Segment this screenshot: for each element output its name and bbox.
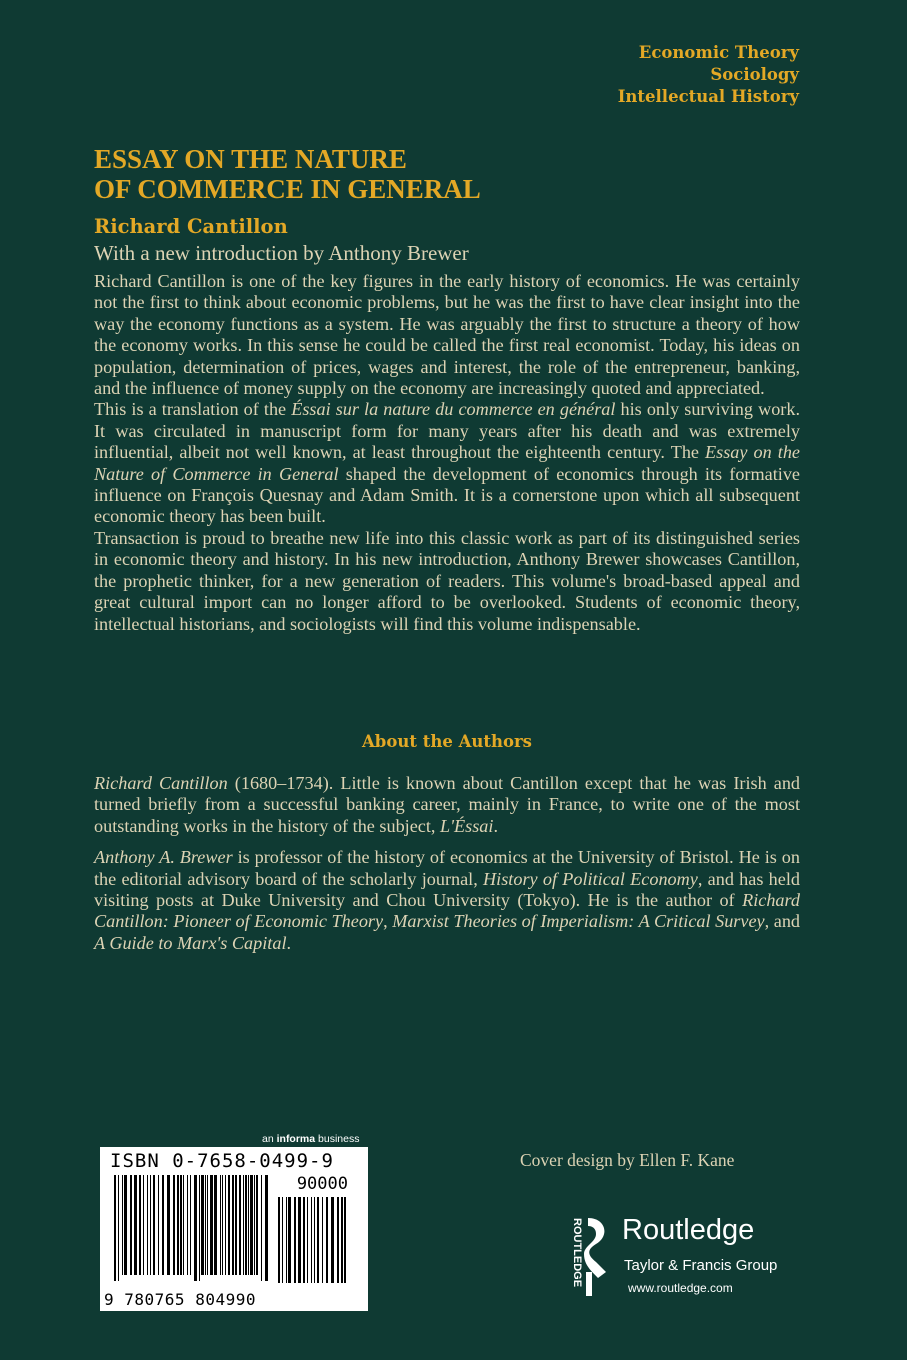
informa-prefix: an (262, 1133, 277, 1145)
barcode-bar (322, 1197, 323, 1283)
barcode-bar (232, 1175, 234, 1275)
barcode-bar (147, 1175, 148, 1275)
barcode-bar (311, 1197, 312, 1283)
description-paragraph-1: Richard Cantillon is one of the key figures in the early history of economics. He was certainly not the first to think about economic problems, but he was the first to have clear insight into the way the economy functions as a system. He was arguably the first to structure a theory of how the economy works. In this sense he could be called the first real economist. Today, his ideas on population, determination of prices, wages and interest, the role of the entrepreneur, banking, and the influence of money supply on the economy are increasingly quoted and appreciated. (94, 271, 800, 399)
bio-cantillon (94, 773, 800, 837)
bio2-text-d: , and (764, 911, 801, 932)
book-title (94, 144, 814, 204)
barcode-bar (114, 1175, 116, 1281)
barcode-bar (153, 1175, 155, 1275)
barcode-bar (286, 1197, 287, 1283)
barcode-bar (222, 1175, 223, 1275)
bio2-text-c: , (383, 911, 393, 932)
barcode-bar (180, 1175, 182, 1275)
publisher-url: www.routledge.com (628, 1281, 733, 1295)
barcode-bar (294, 1197, 296, 1283)
barcode-bar (341, 1197, 343, 1283)
barcode-bar (298, 1197, 301, 1283)
price-code: 90000 (296, 1174, 348, 1194)
description-paragraph-2 (94, 399, 800, 527)
barcode-bar (303, 1197, 305, 1283)
barcode-bar (225, 1175, 226, 1275)
bio-brewer (94, 847, 800, 954)
bio2-text-b: , and has held visiting posts at Duke University and Chou University (Tokyo). He is the author of (94, 868, 800, 911)
barcode-bar (220, 1175, 221, 1275)
bio1-name: Richard Cantillon (94, 773, 228, 793)
barcode-bar (331, 1197, 334, 1283)
barcode-bar (122, 1175, 123, 1275)
barcode-bar (337, 1197, 339, 1283)
barcode-bar (235, 1175, 237, 1275)
informa-tagline (262, 1133, 359, 1145)
p2-french-title: Éssai sur la nature du commerce en général (291, 399, 616, 420)
publisher-group: Taylor & Francis Group (624, 1257, 778, 1274)
routledge-swoosh (584, 1218, 606, 1278)
ean-barcode-bars (114, 1175, 270, 1285)
bio2-name: Anthony A. Brewer (94, 847, 233, 868)
barcode-bar (124, 1175, 127, 1275)
bio2-text-e: . (286, 932, 292, 953)
barcode-bar (228, 1175, 230, 1275)
book-description (94, 271, 800, 635)
barcode-bar (187, 1175, 188, 1275)
barcode-bar (190, 1175, 191, 1275)
routledge-emblem-icon (562, 1212, 618, 1300)
isbn-barcode (100, 1147, 368, 1311)
bio2-book1: Richard Cantillon: Pioneer of Economic Theory (94, 890, 800, 932)
barcode-bar (210, 1175, 213, 1275)
barcode-bar (314, 1197, 315, 1283)
ean-digits: 9 780765 804990 (104, 1290, 256, 1309)
cover-design-credit: Cover design by Ellen F. Kane (520, 1150, 735, 1170)
isbn-number: ISBN 0-7658-0499-9 (110, 1150, 334, 1172)
bio1-text: (1680–1734). Little is known about Cantillon except that he was Irish and turned briefly from a successful banking career, mainly in France, to write one of the most outstanding works in the history of the subject, (94, 773, 801, 836)
publisher-name: Routledge (622, 1214, 755, 1246)
bio2-text-a: is professor of the history of economics at the University of Bristol. He is on the editorial advisory board of the scholarly journal, (94, 847, 800, 889)
barcode-bar (256, 1175, 258, 1275)
barcode-bar (143, 1175, 144, 1275)
about-authors-heading: About the Authors (362, 732, 532, 751)
p2-text-e: shaped the development of economics through its formative influence on François Quesnay and Adam Smith. It is a cornerstone upon which all subsequent economic theory has been built. (94, 463, 800, 527)
bio2-book2: Marxist Theories of Imperialism: A Critical Survey (392, 911, 765, 932)
barcode-bar (265, 1175, 268, 1281)
p2-english-title: Essay on the Nature of Commerce in General (94, 442, 800, 484)
barcode-bar (344, 1197, 346, 1283)
barcode-bar (201, 1175, 204, 1275)
bio2-book3: A Guide to Marx's Capital (94, 932, 287, 953)
routledge-stem (586, 1272, 592, 1296)
author-bios (94, 773, 800, 964)
barcode-bar (194, 1175, 197, 1281)
barcode-bar (177, 1175, 179, 1275)
barcode-bar (167, 1175, 170, 1275)
p2-text-c: his only surviving work. It was circulated in manuscript form for many years after his death and was extremely influential, albeit not well known, at least throughout the eighteenth century. The (94, 399, 800, 463)
barcode-bar (214, 1175, 217, 1275)
barcode-bar (183, 1175, 184, 1275)
publisher-logo (562, 1212, 822, 1302)
barcode-bar (199, 1175, 200, 1281)
barcode-bar (282, 1197, 283, 1283)
subject-categories (618, 42, 799, 108)
barcode-bar (207, 1175, 208, 1275)
informa-suffix: business (315, 1133, 360, 1145)
bio1-end: . (493, 815, 498, 836)
bio2-journal: History of Political Economy (483, 868, 698, 889)
routledge-vertical-wordmark: ROUTLEDGE (571, 1218, 583, 1288)
barcode-bar (254, 1175, 255, 1275)
book-title-line1: ESSAY ON THE NATURE (94, 144, 407, 174)
barcode-bar (150, 1175, 151, 1275)
description-paragraph-3: Transaction is proud to breathe new life into this classic work as part of its distinguished series in economic theory and history. In his new introduction, Anthony Brewer showcases Cantillon, the prophetic thinker, for a new generation of readers. This volume's broad-based appeal and great cultural import can no longer afford to be overlooked. Students of economic theory, intellectual historians, and sociologists will find this volume indispensable. (94, 527, 800, 634)
p2-text-a: This is a translation of the (94, 399, 292, 420)
barcode-bar (162, 1175, 164, 1275)
bio1-work: L'Éssai (440, 815, 494, 836)
barcode-bar (250, 1175, 253, 1275)
barcode-bar (307, 1197, 308, 1283)
subject-intellectual-history: Intellectual History (617, 87, 799, 106)
subject-sociology: Sociology (710, 65, 799, 84)
barcode-bar (205, 1175, 206, 1275)
barcode-bar (248, 1175, 249, 1275)
introduction-credit: With a new introduction by Anthony Brewer (94, 241, 469, 265)
barcode-bar (139, 1175, 141, 1275)
barcode-bar (118, 1175, 119, 1281)
informa-brand: informa (276, 1133, 316, 1145)
barcode-bar (134, 1175, 137, 1275)
author-name: Richard Cantillon (94, 215, 288, 238)
barcode-bar (239, 1175, 241, 1275)
subject-economic-theory: Economic Theory (638, 43, 799, 62)
barcode-bar (130, 1175, 132, 1275)
barcode-bar (288, 1197, 291, 1283)
barcode-bar (245, 1175, 247, 1275)
price-barcode-bars (278, 1197, 348, 1285)
barcode-bar (326, 1197, 328, 1283)
book-title-line2: OF COMMERCE IN GENERAL (94, 174, 481, 204)
barcode-bar (158, 1175, 159, 1275)
barcode-bar (317, 1197, 319, 1283)
barcode-bar (173, 1175, 175, 1275)
barcode-bar (278, 1197, 280, 1283)
barcode-bar (261, 1175, 262, 1281)
barcode-bar (243, 1175, 244, 1275)
